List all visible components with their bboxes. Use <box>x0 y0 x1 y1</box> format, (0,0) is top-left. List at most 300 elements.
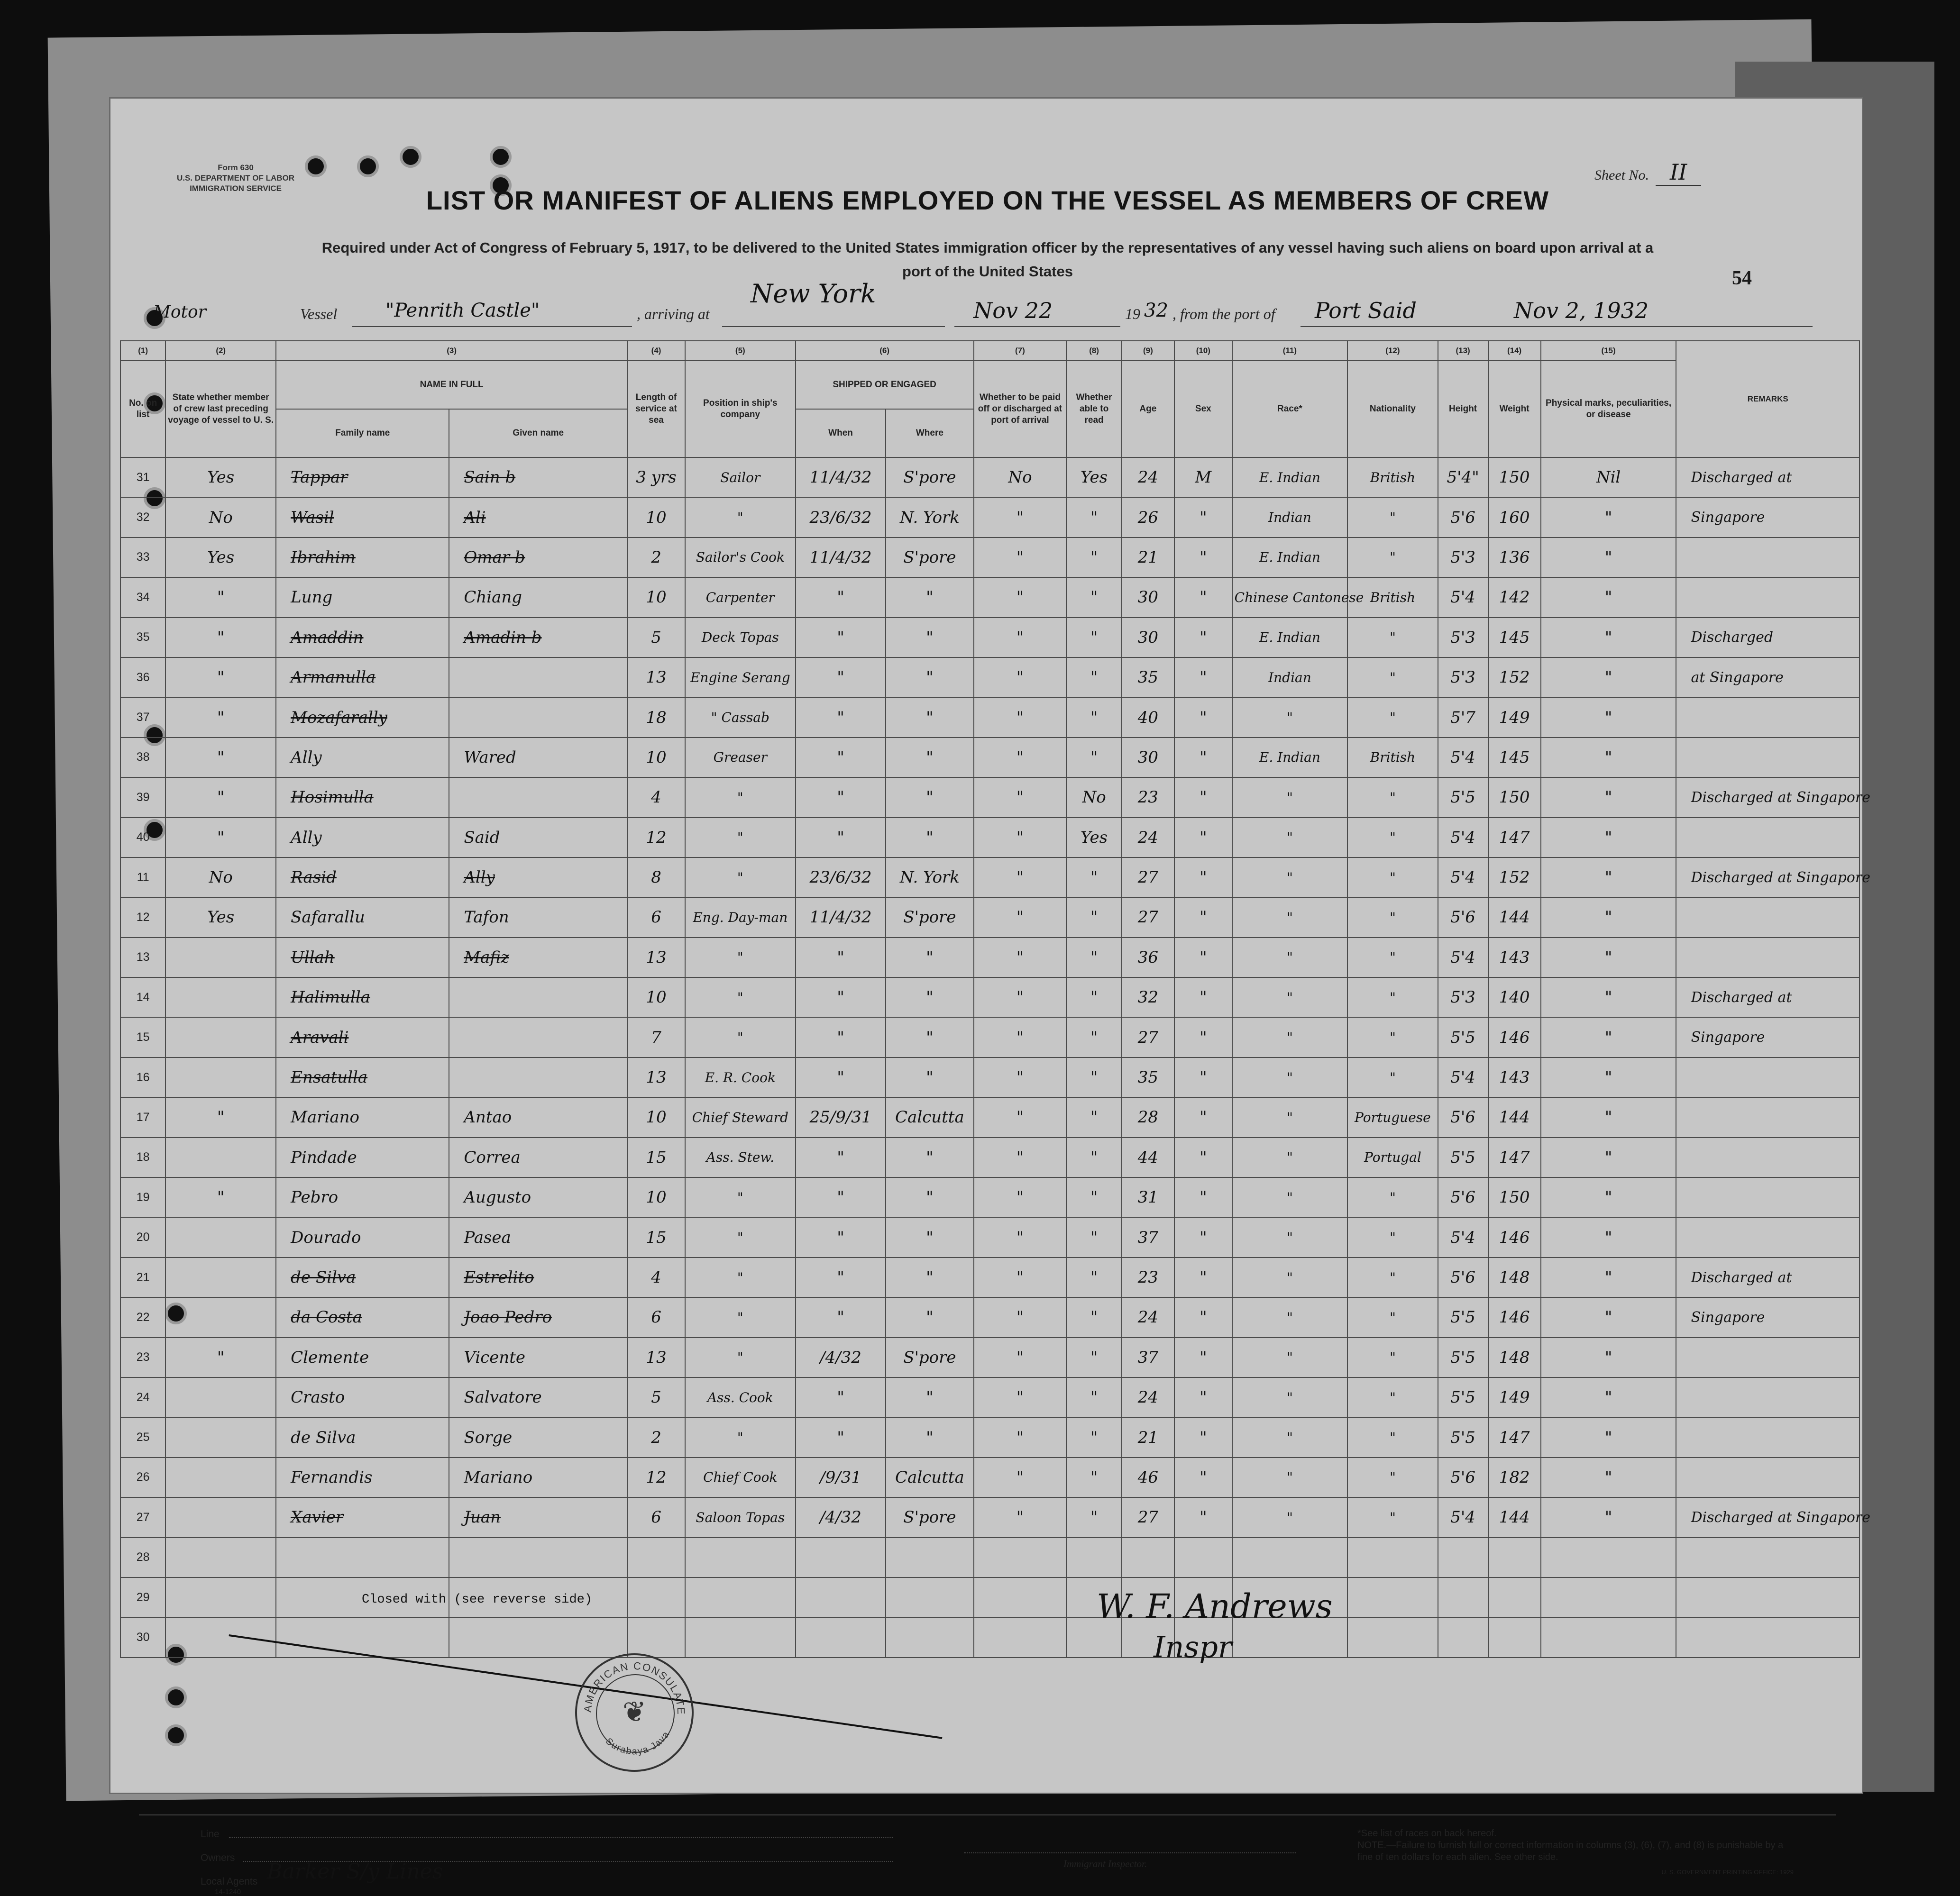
prior-voyage-cell: " <box>165 697 276 737</box>
table-row <box>120 1497 1859 1537</box>
service-name: IMMIGRATION SERVICE <box>190 184 282 193</box>
remarks-cell <box>1676 938 1859 977</box>
shipped-when-cell: " <box>796 1417 886 1457</box>
col-header-no: No. on list <box>120 361 165 457</box>
prior-voyage-cell: " <box>165 618 276 657</box>
marks-cell: " <box>1541 1497 1676 1537</box>
able-to-read-cell: " <box>1066 497 1121 537</box>
age-cell: 31 <box>1122 1177 1174 1217</box>
service-cell: 13 <box>627 657 685 697</box>
nationality-cell: " <box>1347 938 1438 977</box>
year-prefix: 19 <box>1125 305 1140 322</box>
given-name-cell <box>449 777 627 817</box>
paid-off-cell: " <box>974 618 1067 657</box>
col-header-given: Given name <box>449 409 627 457</box>
family-name-cell: Clemente <box>276 1338 449 1377</box>
vessel-label: Vessel <box>300 305 338 322</box>
sex-cell: " <box>1174 1177 1232 1217</box>
weight-cell <box>1488 1617 1541 1657</box>
shipped-when-cell: 25/9/31 <box>796 1097 886 1137</box>
weight-cell: 149 <box>1488 1377 1541 1417</box>
race-cell: " <box>1232 1497 1347 1537</box>
age-cell: 32 <box>1122 977 1174 1017</box>
able-to-read-cell: " <box>1066 538 1121 577</box>
marks-cell: " <box>1541 1258 1676 1297</box>
paid-off-cell: " <box>974 897 1067 937</box>
nationality-cell: " <box>1347 777 1438 817</box>
height-cell: 5'3 <box>1438 538 1488 577</box>
from-label: , from the port of <box>1172 305 1275 322</box>
sex-cell: " <box>1174 738 1232 777</box>
nationality-cell <box>1347 1538 1438 1577</box>
col-header-family: Family name <box>276 409 449 457</box>
nationality-cell <box>1347 1617 1438 1657</box>
race-cell: E. Indian <box>1232 738 1347 777</box>
shipped-when-cell: " <box>796 938 886 977</box>
shipped-where-cell: " <box>886 697 973 737</box>
marks-cell: " <box>1541 977 1676 1017</box>
paid-off-cell <box>974 1538 1067 1577</box>
shipped-where-cell: S'pore <box>886 1338 973 1377</box>
height-cell: 5'5 <box>1438 1417 1488 1457</box>
service-cell: 6 <box>627 897 685 937</box>
paid-off-cell: " <box>974 697 1067 737</box>
remarks-cell <box>1676 1217 1859 1257</box>
inspector-field <box>964 1852 1296 1853</box>
position-cell: " Cassab <box>685 697 796 737</box>
shipped-when-cell: 11/4/32 <box>796 897 886 937</box>
given-name-cell <box>449 1017 627 1057</box>
given-name-cell: Mariano <box>449 1458 627 1497</box>
remarks-cell <box>1676 1617 1859 1657</box>
crew-no-cell: 12 <box>120 897 165 937</box>
height-cell: 5'6 <box>1438 897 1488 937</box>
given-name-cell: Augusto <box>449 1177 627 1217</box>
eagle-emblem-icon: ❦ <box>622 1696 647 1728</box>
remarks-cell: Discharged at <box>1676 977 1859 1017</box>
shipped-when-cell: " <box>796 1138 886 1177</box>
shipped-where-cell: " <box>886 1177 973 1217</box>
marks-cell: " <box>1541 618 1676 657</box>
service-cell: 12 <box>627 818 685 857</box>
vessel-line <box>139 279 1836 336</box>
remarks-cell: Discharged at Singapore <box>1676 777 1859 817</box>
marks-cell: " <box>1541 897 1676 937</box>
prior-voyage-cell <box>165 1577 276 1617</box>
weight-cell: 142 <box>1488 577 1541 617</box>
able-to-read-cell: " <box>1066 1138 1121 1177</box>
crew-no-cell: 11 <box>120 857 165 897</box>
inspector-title: Inspr <box>1154 1630 1232 1664</box>
paid-off-cell: No <box>974 457 1067 497</box>
sex-cell: " <box>1174 1417 1232 1457</box>
crew-no-cell: 38 <box>120 738 165 777</box>
family-name-cell: Pebro <box>276 1177 449 1217</box>
weight-cell: 146 <box>1488 1017 1541 1057</box>
service-cell: 6 <box>627 1497 685 1537</box>
age-cell: 24 <box>1122 818 1174 857</box>
paid-off-cell: " <box>974 577 1067 617</box>
inspector-signature: W. F. Andrews <box>1097 1587 1333 1626</box>
remarks-cell <box>1676 697 1859 737</box>
height-cell: 5'6 <box>1438 1097 1488 1137</box>
prior-voyage-cell <box>165 1258 276 1297</box>
shipped-where-cell: " <box>886 1258 973 1297</box>
crew-no-cell: 40 <box>120 818 165 857</box>
height-cell: 5'5 <box>1438 1338 1488 1377</box>
marks-cell <box>1541 1577 1676 1617</box>
nationality-cell: " <box>1347 1017 1438 1057</box>
race-cell: " <box>1232 777 1347 817</box>
shipped-where-cell: Calcutta <box>886 1097 973 1137</box>
age-cell: 37 <box>1122 1217 1174 1257</box>
sex-cell: " <box>1174 1497 1232 1537</box>
sex-cell: " <box>1174 1017 1232 1057</box>
position-cell: Carpenter <box>685 577 796 617</box>
shipped-when-cell <box>796 1538 886 1577</box>
table-row <box>120 1097 1859 1137</box>
shipped-where-cell: " <box>886 1057 973 1097</box>
subtitle-line-2: port of the United States <box>902 263 1073 280</box>
prior-voyage-cell <box>165 1417 276 1457</box>
sex-cell: " <box>1174 1097 1232 1137</box>
nationality-cell: " <box>1347 818 1438 857</box>
col-header-prior-voyage: State whether member of crew last preceding voyage of vessel to U. S. <box>165 361 276 457</box>
table-row <box>120 618 1859 657</box>
marks-cell: " <box>1541 538 1676 577</box>
col-header-nationality: Nationality <box>1347 361 1438 457</box>
position-cell: " <box>685 1217 796 1257</box>
shipped-where-cell: " <box>886 1017 973 1057</box>
paid-off-cell: " <box>974 1017 1067 1057</box>
crew-no-cell: 24 <box>120 1377 165 1417</box>
age-cell: 28 <box>1122 1097 1174 1137</box>
height-cell: 5'5 <box>1438 777 1488 817</box>
crew-no-cell: 15 <box>120 1017 165 1057</box>
marks-cell: " <box>1541 577 1676 617</box>
table-row <box>120 657 1859 697</box>
service-cell: 7 <box>627 1017 685 1057</box>
shipped-when-cell: " <box>796 618 886 657</box>
position-cell: " <box>685 1177 796 1217</box>
service-cell: 5 <box>627 1377 685 1417</box>
remarks-cell: Singapore <box>1676 1017 1859 1057</box>
race-cell: " <box>1232 1297 1347 1337</box>
weight-cell: 136 <box>1488 538 1541 577</box>
marks-cell: " <box>1541 697 1676 737</box>
able-to-read-cell: " <box>1066 1057 1121 1097</box>
shipped-when-cell: 23/6/32 <box>796 497 886 537</box>
col-header-remarks: REMARKS <box>1676 341 1859 457</box>
able-to-read-cell: " <box>1066 1017 1121 1057</box>
sex-cell: " <box>1174 1057 1232 1097</box>
table-row <box>120 697 1859 737</box>
height-cell: 5'4 <box>1438 938 1488 977</box>
col-number: (4) <box>627 341 685 361</box>
crew-no-cell: 31 <box>120 457 165 497</box>
race-cell: " <box>1232 1417 1347 1457</box>
remarks-cell <box>1676 1057 1859 1097</box>
service-cell: 15 <box>627 1217 685 1257</box>
col-number: (8) <box>1066 341 1121 361</box>
table-row <box>120 577 1859 617</box>
arriving-port: New York <box>751 279 876 309</box>
race-cell: " <box>1232 1217 1347 1257</box>
shipped-when-cell: " <box>796 1217 886 1257</box>
sex-cell <box>1174 1538 1232 1577</box>
nationality-cell: " <box>1347 1057 1438 1097</box>
paid-off-cell: " <box>974 777 1067 817</box>
departure-date: Nov 2, 1932 <box>1514 298 1649 323</box>
seal-top-text: AMERICAN CONSULATE <box>581 1659 687 1716</box>
paid-off-cell: " <box>974 1097 1067 1137</box>
remarks-cell <box>1676 577 1859 617</box>
shipped-where-cell: S'pore <box>886 1497 973 1537</box>
given-name-cell: Juan <box>449 1497 627 1537</box>
race-cell: " <box>1232 977 1347 1017</box>
table-row <box>120 977 1859 1017</box>
col-number: (6) <box>796 341 974 361</box>
given-name-cell: Antao <box>449 1097 627 1137</box>
nationality-cell: " <box>1347 497 1438 537</box>
shipped-when-cell: " <box>796 777 886 817</box>
height-cell <box>1438 1617 1488 1657</box>
departure-port: Port Said <box>1315 298 1417 323</box>
service-cell <box>627 1617 685 1657</box>
sex-cell: " <box>1174 1138 1232 1177</box>
able-to-read-cell: " <box>1066 1297 1121 1337</box>
height-cell: 5'4 <box>1438 818 1488 857</box>
prior-voyage-cell <box>165 1458 276 1497</box>
nationality-cell <box>1347 1577 1438 1617</box>
weight-cell <box>1488 1577 1541 1617</box>
remarks-cell: Discharged <box>1676 618 1859 657</box>
height-cell: 5'4 <box>1438 1217 1488 1257</box>
remarks-cell <box>1676 1538 1859 1577</box>
weight-cell: 145 <box>1488 738 1541 777</box>
service-cell: 10 <box>627 977 685 1017</box>
shipped-when-cell: /4/32 <box>796 1497 886 1537</box>
sex-cell: " <box>1174 977 1232 1017</box>
weight-cell: 152 <box>1488 857 1541 897</box>
col-number: (11) <box>1232 341 1347 361</box>
family-name-cell: de Silva <box>276 1417 449 1457</box>
binder-hole <box>305 155 327 177</box>
col-header-name: NAME IN FULL <box>276 361 627 409</box>
family-name-cell: Wasil <box>276 497 449 537</box>
position-cell: " <box>685 1417 796 1457</box>
position-cell: " <box>685 1258 796 1297</box>
able-to-read-cell: " <box>1066 577 1121 617</box>
table-row <box>120 457 1859 497</box>
sex-cell: " <box>1174 577 1232 617</box>
weight-cell: 144 <box>1488 1097 1541 1137</box>
family-name-cell: Mozafarally <box>276 697 449 737</box>
sex-cell: " <box>1174 1458 1232 1497</box>
remarks-cell: Singapore <box>1676 497 1859 537</box>
height-cell: 5'4 <box>1438 857 1488 897</box>
shipped-where-cell: N. York <box>886 497 973 537</box>
shipped-when-cell: " <box>796 657 886 697</box>
crew-no-cell: 39 <box>120 777 165 817</box>
able-to-read-cell: No <box>1066 777 1121 817</box>
age-cell: 24 <box>1122 457 1174 497</box>
col-number: (9) <box>1122 341 1174 361</box>
prior-voyage-cell: " <box>165 1177 276 1217</box>
marks-cell: " <box>1541 1057 1676 1097</box>
page-number: 54 <box>1732 267 1752 289</box>
nationality-cell: " <box>1347 1177 1438 1217</box>
prior-voyage-cell <box>165 1538 276 1577</box>
prior-voyage-cell: " <box>165 657 276 697</box>
position-cell: " <box>685 777 796 817</box>
sex-cell: " <box>1174 857 1232 897</box>
height-cell: 5'4 <box>1438 1497 1488 1537</box>
crew-no-cell: 32 <box>120 497 165 537</box>
age-cell: 23 <box>1122 777 1174 817</box>
line-label: Line <box>201 1829 220 1840</box>
closed-note: Closed with (see reverse side) <box>362 1593 593 1607</box>
remarks-cell: Discharged at <box>1676 1258 1859 1297</box>
family-name-cell: Ensatulla <box>276 1057 449 1097</box>
department-name: U.S. DEPARTMENT OF LABOR <box>177 173 295 182</box>
race-cell: " <box>1232 1017 1347 1057</box>
given-name-cell: Vicente <box>449 1338 627 1377</box>
paid-off-cell: " <box>974 1497 1067 1537</box>
shipped-when-cell: " <box>796 1377 886 1417</box>
manifest-sheet <box>109 97 1870 1896</box>
inspector-label: Immigrant Inspector. <box>1063 1858 1147 1869</box>
shipped-when-cell: /4/32 <box>796 1338 886 1377</box>
able-to-read-cell: " <box>1066 697 1121 737</box>
position-cell: " <box>685 1338 796 1377</box>
paid-off-cell <box>974 1577 1067 1617</box>
given-name-cell <box>449 977 627 1017</box>
paid-off-cell: " <box>974 1417 1067 1457</box>
binder-hole <box>357 155 379 177</box>
height-cell: 5'4" <box>1438 457 1488 497</box>
nationality-cell: " <box>1347 1417 1438 1457</box>
age-cell: 35 <box>1122 657 1174 697</box>
race-cell: " <box>1232 1138 1347 1177</box>
weight-cell: 150 <box>1488 457 1541 497</box>
race-cell: Indian <box>1232 497 1347 537</box>
remarks-cell: Discharged at Singapore <box>1676 857 1859 897</box>
family-name-cell: Tappar <box>276 457 449 497</box>
binder-hole <box>165 1724 187 1746</box>
col-header-position: Position in ship's company <box>685 361 796 457</box>
printing-office: U. S. GOVERNMENT PRINTING OFFICE: 1929 <box>1661 1869 1794 1876</box>
height-cell: 5'6 <box>1438 497 1488 537</box>
col-number: (15) <box>1541 341 1676 361</box>
able-to-read-cell: " <box>1066 1097 1121 1137</box>
paid-off-cell: " <box>974 1458 1067 1497</box>
shipped-where-cell: " <box>886 777 973 817</box>
able-to-read-cell: " <box>1066 1497 1121 1537</box>
service-cell: 3 yrs <box>627 457 685 497</box>
table-row <box>120 1217 1859 1257</box>
able-to-read-cell: " <box>1066 1458 1121 1497</box>
paid-off-cell: " <box>974 1297 1067 1337</box>
able-to-read-cell: Yes <box>1066 457 1121 497</box>
shipped-when-cell: " <box>796 1017 886 1057</box>
table-row <box>120 1458 1859 1497</box>
binder-hole <box>400 146 421 168</box>
marks-cell: " <box>1541 1377 1676 1417</box>
crew-no-cell: 36 <box>120 657 165 697</box>
shipped-where-cell <box>886 1538 973 1577</box>
crew-rows <box>120 457 1870 1658</box>
paid-off-cell: " <box>974 1138 1067 1177</box>
paid-off-cell: " <box>974 938 1067 977</box>
crew-no-cell: 18 <box>120 1138 165 1177</box>
position-cell: Ass. Stew. <box>685 1138 796 1177</box>
able-to-read-cell: " <box>1066 897 1121 937</box>
nationality-cell: " <box>1347 1258 1438 1297</box>
given-name-cell <box>449 1538 627 1577</box>
crew-no-cell: 34 <box>120 577 165 617</box>
race-cell: " <box>1232 1258 1347 1297</box>
col-header-where: Where <box>886 409 973 457</box>
owners-label: Owners <box>201 1852 235 1863</box>
shipped-where-cell: Calcutta <box>886 1458 973 1497</box>
family-name-cell: Ullah <box>276 938 449 977</box>
sex-cell: " <box>1174 497 1232 537</box>
given-name-cell <box>449 697 627 737</box>
paid-off-cell: " <box>974 1177 1067 1217</box>
position-cell <box>685 1577 796 1617</box>
col-number: (10) <box>1174 341 1232 361</box>
height-cell: 5'5 <box>1438 1017 1488 1057</box>
table-row <box>120 818 1859 857</box>
crew-no-cell: 29 <box>120 1577 165 1617</box>
column-number-row <box>120 341 1859 361</box>
prior-voyage-cell <box>165 1057 276 1097</box>
crew-no-cell: 22 <box>120 1297 165 1337</box>
table-row <box>120 777 1859 817</box>
age-cell: 27 <box>1122 1017 1174 1057</box>
shipped-when-cell: " <box>796 818 886 857</box>
sex-cell: " <box>1174 897 1232 937</box>
col-header-age: Age <box>1122 361 1174 457</box>
binder-hole <box>490 146 512 168</box>
crew-no-cell: 26 <box>120 1458 165 1497</box>
given-name-cell: Tafon <box>449 897 627 937</box>
age-cell: 46 <box>1122 1458 1174 1497</box>
race-cell: " <box>1232 1458 1347 1497</box>
footnotes <box>1357 1828 1794 1878</box>
age-cell: 30 <box>1122 738 1174 777</box>
col-header-paid-off: Whether to be paid off or discharged at port of arrival <box>974 361 1067 457</box>
family-name-cell: da Costa <box>276 1297 449 1337</box>
col-header-sex: Sex <box>1174 361 1232 457</box>
nationality-cell: " <box>1347 538 1438 577</box>
remarks-cell: at Singapore <box>1676 657 1859 697</box>
nationality-cell: " <box>1347 1377 1438 1417</box>
given-name-cell: Said <box>449 818 627 857</box>
given-name-cell: Salvatore <box>449 1377 627 1417</box>
sex-cell: " <box>1174 818 1232 857</box>
weight-cell: 148 <box>1488 1338 1541 1377</box>
shipped-where-cell: N. York <box>886 857 973 897</box>
weight-cell: 147 <box>1488 1417 1541 1457</box>
age-cell: 35 <box>1122 1057 1174 1097</box>
prior-voyage-cell <box>165 977 276 1017</box>
shipped-when-cell: " <box>796 577 886 617</box>
weight-cell: 146 <box>1488 1217 1541 1257</box>
arriving-label: , arriving at <box>637 305 710 322</box>
marks-cell: " <box>1541 1177 1676 1217</box>
